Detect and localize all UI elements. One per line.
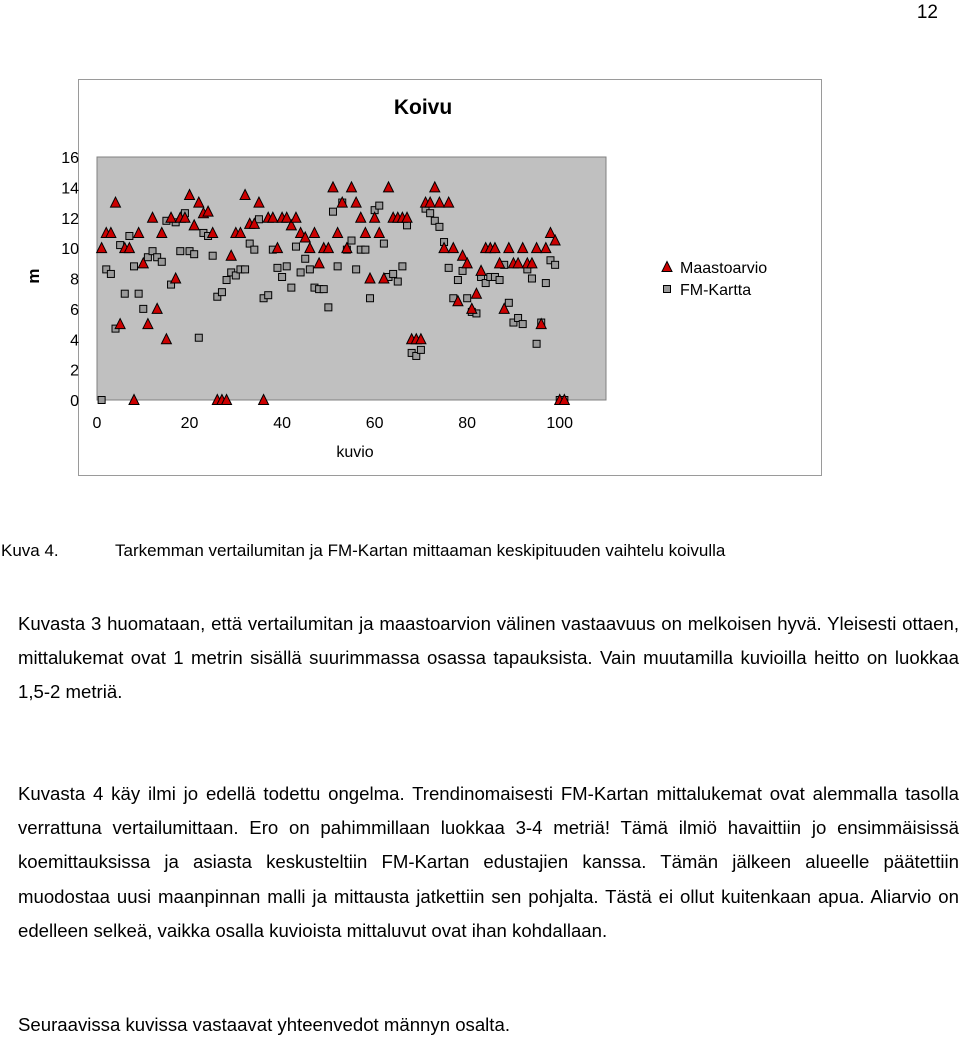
fm-kartta-point bbox=[436, 223, 443, 230]
fm-kartta-point bbox=[195, 334, 202, 341]
fm-kartta-point bbox=[98, 397, 105, 404]
legend-symbol-fm-kartta bbox=[664, 286, 671, 293]
y-tick-label: 12 bbox=[61, 210, 79, 228]
y-tick-label: 16 bbox=[61, 150, 79, 167]
y-tick-label: 10 bbox=[61, 241, 79, 259]
fm-kartta-point bbox=[399, 263, 406, 270]
fm-kartta-point bbox=[251, 246, 258, 253]
fm-kartta-point bbox=[353, 266, 360, 273]
fm-kartta-point bbox=[394, 278, 401, 285]
fm-kartta-point bbox=[274, 264, 281, 271]
fm-kartta-point bbox=[297, 269, 304, 276]
legend-label: Maastoarvio bbox=[680, 260, 768, 277]
fm-kartta-point bbox=[552, 261, 559, 268]
x-tick-label: 60 bbox=[365, 415, 384, 432]
page-number: 12 bbox=[916, 2, 938, 23]
fm-kartta-point bbox=[348, 237, 355, 244]
fm-kartta-point bbox=[445, 264, 452, 271]
fm-kartta-point bbox=[519, 321, 526, 328]
fm-kartta-point bbox=[427, 210, 434, 217]
legend-label: FM-Kartta bbox=[680, 282, 752, 299]
fm-kartta-point bbox=[454, 277, 461, 284]
fm-kartta-point bbox=[496, 277, 503, 284]
x-tick-label: 20 bbox=[180, 415, 199, 432]
y-tick-label: 8 bbox=[70, 271, 79, 289]
x-tick-label: 0 bbox=[92, 415, 102, 432]
x-axis-label: kuvio bbox=[336, 444, 374, 461]
fm-kartta-point bbox=[223, 277, 230, 284]
fm-kartta-point bbox=[121, 290, 128, 297]
chart-legend bbox=[662, 260, 767, 299]
fm-kartta-point bbox=[325, 304, 332, 311]
legend-symbol-maastoarvio bbox=[662, 262, 672, 272]
fm-kartta-point bbox=[140, 305, 147, 312]
fm-kartta-point bbox=[329, 208, 336, 215]
fm-kartta-point bbox=[218, 289, 225, 296]
fm-kartta-point bbox=[505, 299, 512, 306]
y-tick-label: 14 bbox=[61, 180, 79, 198]
caption-text: Tarkemman vertailumitan ja FM-Kartan mittaaman keskipituuden vaihtelu koivulla bbox=[115, 541, 726, 560]
fm-kartta-point bbox=[404, 222, 411, 229]
fm-kartta-point bbox=[158, 258, 165, 265]
fm-kartta-point bbox=[302, 255, 309, 262]
fm-kartta-point bbox=[362, 246, 369, 253]
fm-kartta-point bbox=[126, 232, 133, 239]
x-tick-label: 100 bbox=[546, 415, 574, 432]
fm-kartta-point bbox=[292, 243, 299, 250]
fm-kartta-point bbox=[464, 295, 471, 302]
fm-kartta-point bbox=[242, 266, 249, 273]
chart-title: Koivu bbox=[393, 96, 453, 119]
fm-kartta-point bbox=[265, 292, 272, 299]
y-tick-label: 2 bbox=[70, 362, 79, 380]
fm-kartta-point bbox=[177, 248, 184, 255]
figure-caption bbox=[1, 541, 725, 561]
fm-kartta-point bbox=[320, 286, 327, 293]
fm-kartta-point bbox=[533, 340, 540, 347]
y-axis-label: m bbox=[24, 268, 43, 284]
fm-kartta-point bbox=[283, 263, 290, 270]
y-axis-ticks bbox=[61, 150, 79, 410]
paragraph-1: Kuvasta 3 huomataan, että vertailumitan ja maastoarvion välinen vastaavuus on melkoisen hyvä. Yleisesti ottaen, mittalukemat ovat 1 metrin sisällä suurimmassa osassa tapauksista. Vain muutamilla kuvioilla heitto on luokkaa 1,5-2 metriä. bbox=[18, 613, 959, 703]
x-axis-ticks bbox=[93, 415, 574, 432]
x-tick-label: 80 bbox=[458, 415, 477, 432]
fm-kartta-point bbox=[288, 284, 295, 291]
fm-kartta-point bbox=[131, 263, 138, 270]
fm-kartta-point bbox=[542, 280, 549, 287]
y-tick-label: 0 bbox=[70, 393, 79, 410]
fm-kartta-point bbox=[376, 202, 383, 209]
y-tick-label: 4 bbox=[70, 332, 79, 350]
fm-kartta-point bbox=[279, 273, 286, 280]
fm-kartta-point bbox=[209, 252, 216, 259]
fm-kartta-point bbox=[334, 263, 341, 270]
fm-kartta-point bbox=[528, 275, 535, 282]
y-tick-label: 6 bbox=[70, 301, 79, 319]
paragraph-3: Seuraavissa kuvissa vastaavat yhteenvedot männyn osalta. bbox=[18, 1014, 510, 1035]
chart-frame bbox=[24, 79, 822, 476]
fm-kartta-point bbox=[367, 295, 374, 302]
paragraph-2: Kuvasta 4 käy ilmi jo edellä todettu ongelma. Trendinomaisesti FM-Kartan mittalukemat ovat alemmalla tasolla verrattuna vertailumittaan. Ero on pahimmillaan luokkaa 3-4 metriä! Tämä ilmiö havaittiin jo ensimmäisissä koemittauksissa ja asiasta keskusteltiin FM-Kartan edustajien kanssa. Tämän jälkeen alueelle päätettiin muodostaa uusi maanpinnan malli ja mittausta jatkettiin sen pohjalta. Tästä ei ollut kuitenkaan apua. Aliarvio on edelleen selkeä, vaikka osalla kuvioista mittaluvut ovat ihan kohdallaan. bbox=[18, 783, 959, 941]
fm-kartta-point bbox=[107, 270, 114, 277]
fm-kartta-point bbox=[459, 267, 466, 274]
x-tick-label: 40 bbox=[273, 415, 291, 432]
fm-kartta-point bbox=[380, 240, 387, 247]
caption-label: Kuva 4. bbox=[1, 541, 59, 560]
fm-kartta-point bbox=[191, 251, 198, 258]
fm-kartta-point bbox=[135, 290, 142, 297]
fm-kartta-point bbox=[390, 270, 397, 277]
fm-kartta-point bbox=[306, 266, 313, 273]
scatter-chart bbox=[24, 80, 821, 475]
fm-kartta-point bbox=[417, 346, 424, 353]
